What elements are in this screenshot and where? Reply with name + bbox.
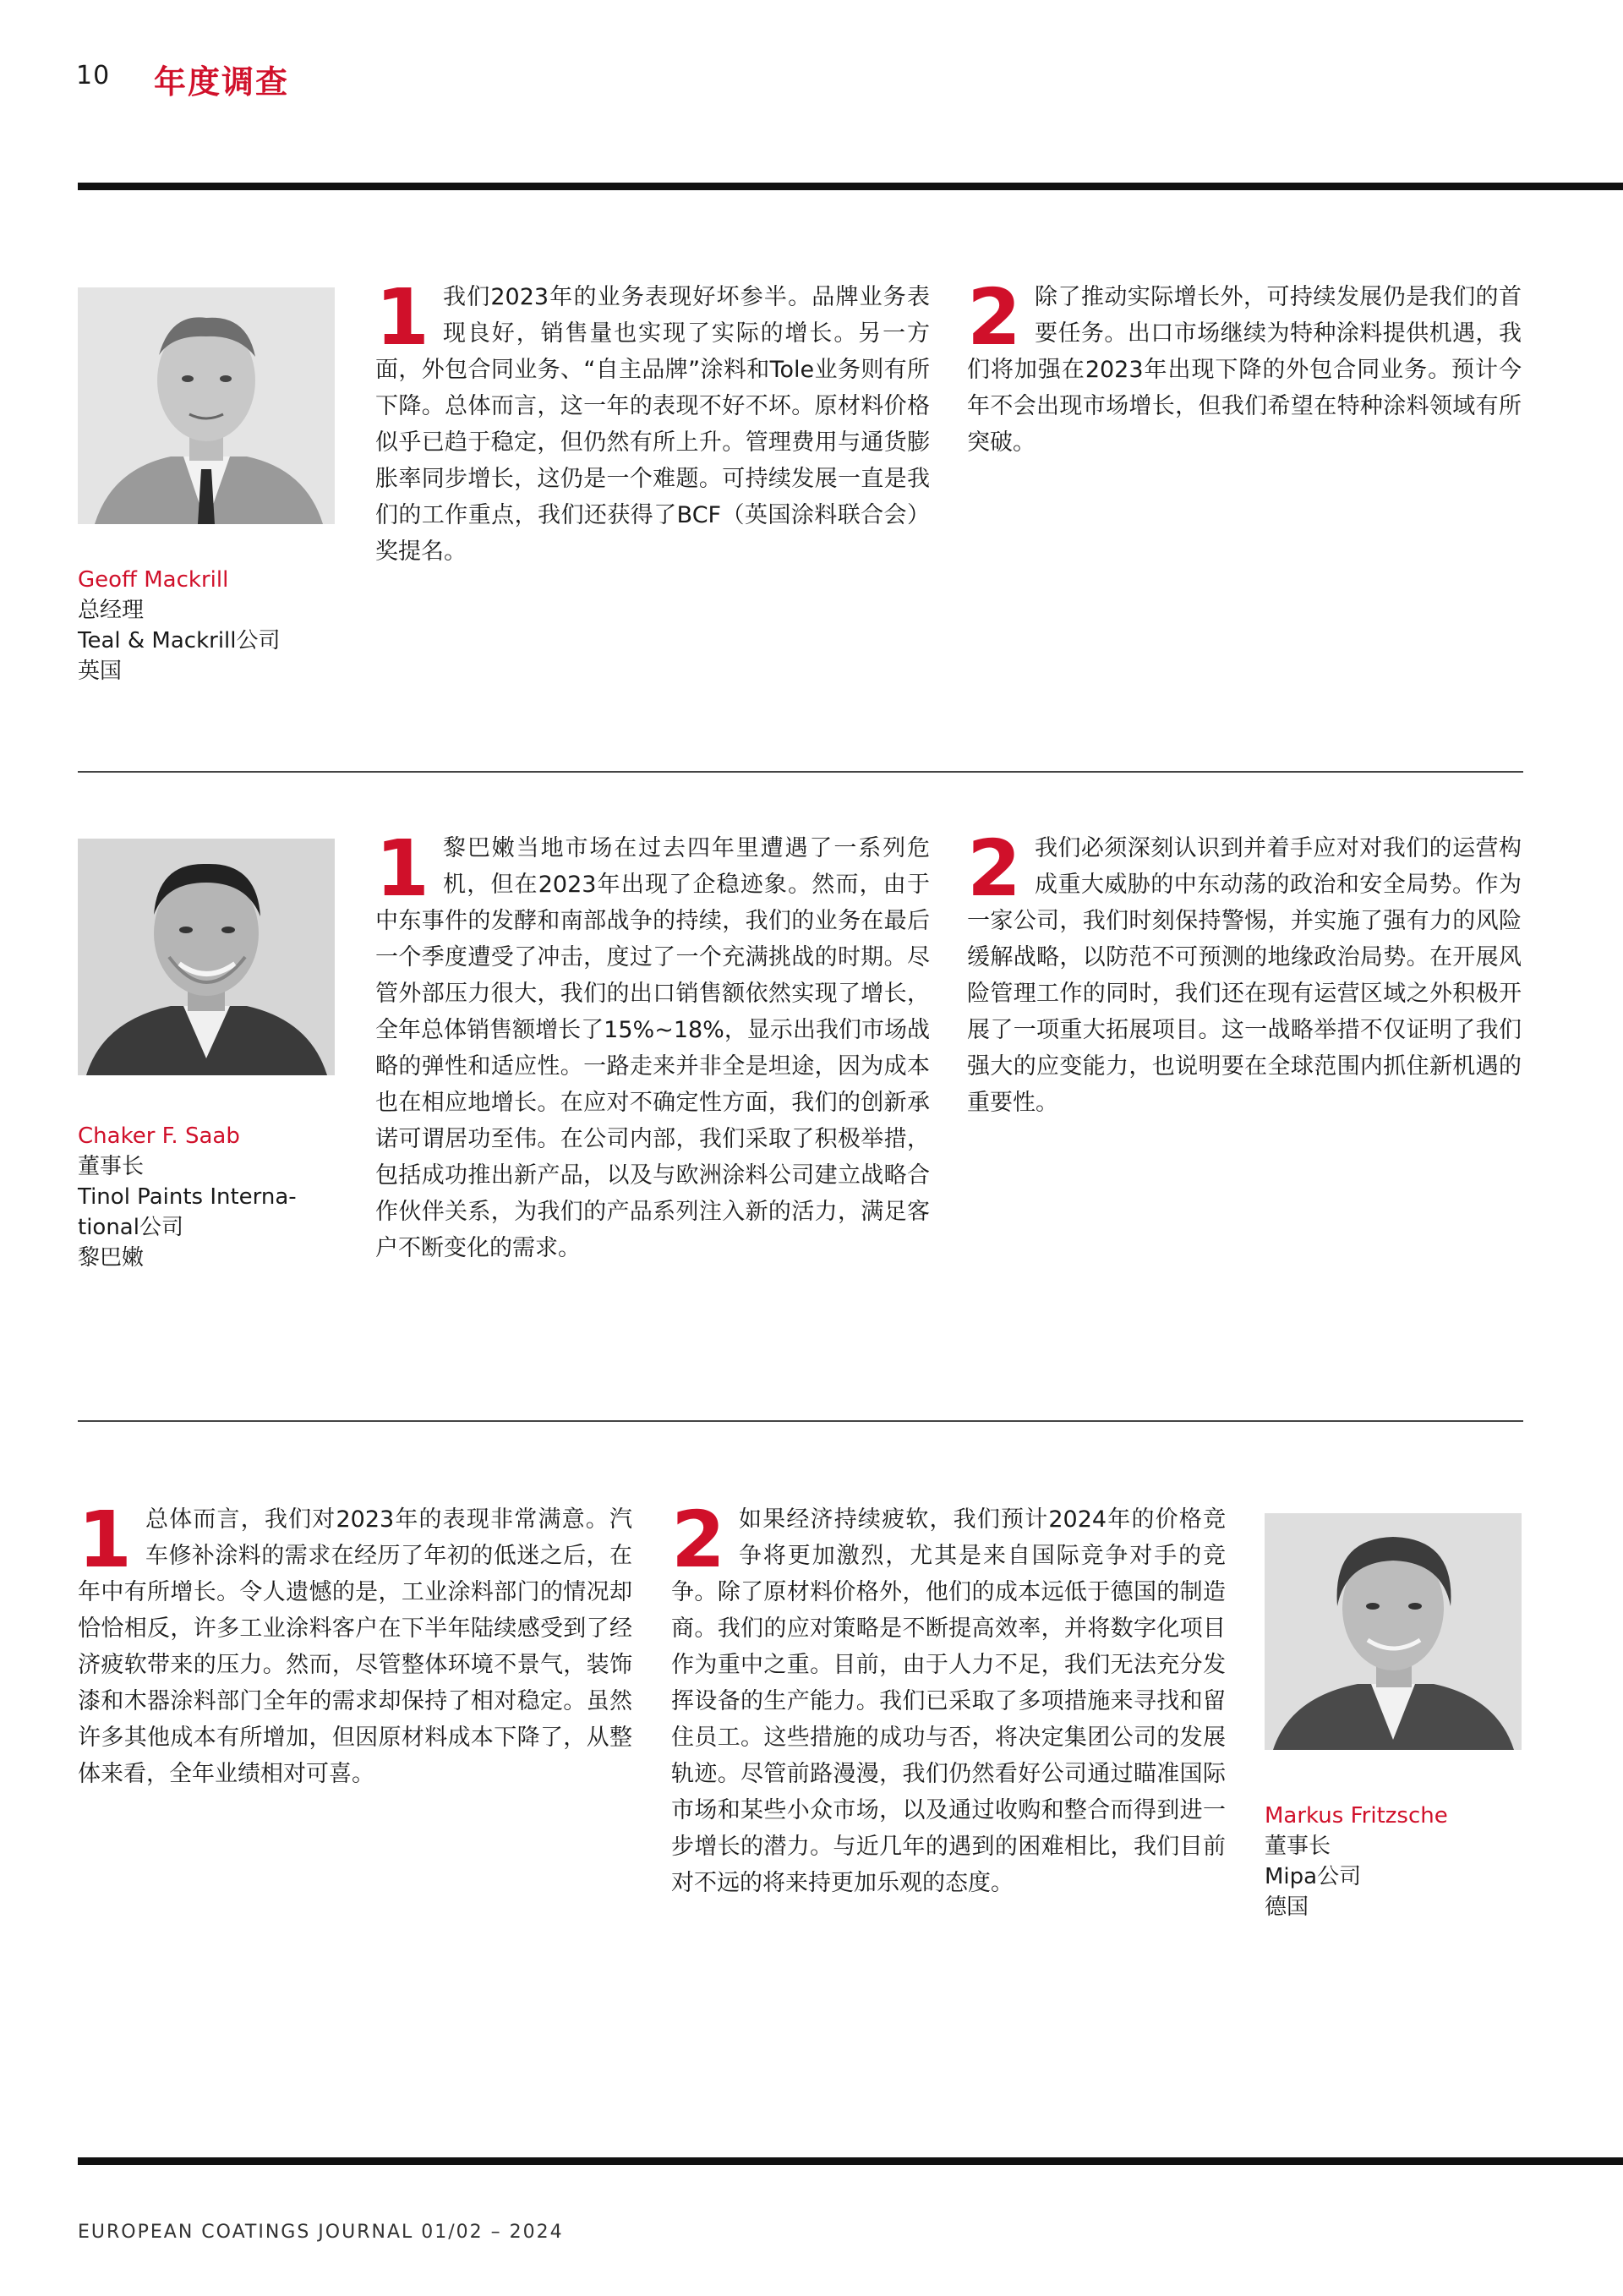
portrait-image xyxy=(78,287,335,524)
portrait-markus-fritzsche xyxy=(1265,1513,1522,1750)
person-company: Teal & Mackrill公司 xyxy=(78,628,281,653)
answer-text: 我们2023年的业务表现好坏参半。品牌业务表现良好，销售量也实现了实际的增长。另一方面，外包合同业务、“自主品牌”涂料和Tole业务则有所下降。总体而言，这一年的表现不好不坏。原材料价格似乎已趋于稳定，但仍然有所上升。管理费用与通货膨胀率同步增长，这仍是一个难题。可持续发展一直是我们的工作重点，我们还获得了BCF（英国涂料联合会）奖提名。 xyxy=(375,284,930,565)
person-title: 总经理 xyxy=(78,598,145,623)
person-name: Markus Fritzsche xyxy=(1265,1803,1448,1829)
journal-footer: EUROPEAN COATINGS JOURNAL 01/02 – 2024 xyxy=(78,2222,564,2243)
person-info xyxy=(1265,1801,1535,1922)
section-divider xyxy=(78,1420,1523,1422)
person-country: 英国 xyxy=(78,659,123,684)
answer-number: 1 xyxy=(375,823,430,914)
answer-number: 2 xyxy=(967,272,1022,363)
answer-number: 1 xyxy=(375,272,430,363)
answer-2 xyxy=(967,823,1522,1121)
page-number: 10 xyxy=(76,61,111,90)
answer-number: 2 xyxy=(967,823,1022,914)
portrait-geoff-mackrill xyxy=(78,287,335,524)
answer-2 xyxy=(671,1495,1226,1901)
person-title: 董事长 xyxy=(1265,1834,1331,1859)
answer-1 xyxy=(375,823,930,1266)
answer-text: 除了推动实际增长外，可持续发展仍是我们的首要任务。出口市场继续为特种涂料提供机遇，我们将加强在2023年出现下降的外包合同业务。预计今年不会出现市场增长，但我们希望在特种涂料领域有所突破。 xyxy=(967,284,1522,456)
portrait-chaker-saab xyxy=(78,839,335,1075)
person-country: 德国 xyxy=(1265,1894,1309,1920)
section-divider xyxy=(78,771,1523,773)
person-company-line2: tional公司 xyxy=(78,1215,183,1240)
person-name: Chaker F. Saab xyxy=(78,1123,240,1149)
person-name: Geoff Mackrill xyxy=(78,567,229,593)
portrait-image xyxy=(78,839,335,1075)
answer-text: 我们必须深刻认识到并着手应对对我们的运营构成重大威胁的中东动荡的政治和安全局势。作为一家公司，我们时刻保持警惕，并实施了强有力的风险缓解战略，以防范不可预测的地缘政治局势。在开展风险管理工作的同时，我们还在现有运营区域之外积极开展了一项重大拓展项目。这一战略举措不仅证明了我们强大的应变能力，也说明要在全球范围内抓住新机遇的重要性。 xyxy=(967,835,1522,1116)
answer-text: 总体而言，我们对2023年的表现非常满意。汽车修补涂料的需求在经历了年初的低迷之后，在年中有所增长。令人遗憾的是，工业涂料部门的情况却恰恰相反，许多工业涂料客户在下半年陆续感受到了经济疲软带来的压力。然而，尽管整体环境不景气，装饰漆和木器涂料部门全年的需求却保持了相对稳定。虽然许多其他成本有所增加，但因原材料成本下降了，从整体来看，全年业绩相对可喜。 xyxy=(78,1506,632,1787)
answer-2 xyxy=(967,272,1522,461)
person-info xyxy=(78,565,348,686)
answer-number: 2 xyxy=(671,1495,726,1585)
person-title: 董事长 xyxy=(78,1154,145,1179)
answer-1 xyxy=(375,272,930,570)
footer-rule xyxy=(78,2157,1623,2165)
person-company: Mipa公司 xyxy=(1265,1864,1362,1889)
answer-number: 1 xyxy=(78,1495,133,1585)
portrait-image xyxy=(1265,1513,1522,1750)
person-country: 黎巴嫩 xyxy=(78,1245,145,1271)
person-info xyxy=(78,1121,365,1273)
person-company: Tinol Paints Interna- xyxy=(78,1184,297,1210)
answer-1 xyxy=(78,1495,632,1792)
answer-text: 黎巴嫩当地市场在过去四年里遭遇了一系列危机，但在2023年出现了企稳迹象。然而，由于中东事件的发酵和南部战争的持续，我们的业务在最后一个季度遭受了冲击，度过了一个充满挑战的时期。尽管外部压力很大，我们的出口销售额依然实现了增长，全年总体销售额增长了15%~18%，显示出我们市场战略的弹性和适应性。一路走来并非全是坦途，因为成本也在相应地增长。在应对不确定性方面，我们的创新承诺可谓居功至伟。在公司内部，我们采取了积极举措，包括成功推出新产品，以及与欧洲涂料公司建立战略合作伙伴关系，为我们的产品系列注入新的活力，满足客户不断变化的需求。 xyxy=(375,835,930,1261)
header-rule xyxy=(78,183,1623,190)
answer-text: 如果经济持续疲软，我们预计2024年的价格竞争将更加激烈，尤其是来自国际竞争对手的竞争。除了原材料价格外，他们的成本远低于德国的制造商。我们的应对策略是不断提高效率，并将数字化项目作为重中之重。目前，由于人力不足，我们无法充分发挥设备的生产能力。我们已采取了多项措施来寻找和留住员工。这些措施的成功与否，将决定集团公司的发展轨迹。尽管前路漫漫，我们仍然看好公司通过瞄准国际市场和某些小众市场，以及通过收购和整合而得到进一步增长的潜力。与近几年的遇到的困难相比，我们目前对不远的将来持更加乐观的态度。 xyxy=(671,1506,1226,1896)
section-title: 年度调查 xyxy=(154,63,290,101)
